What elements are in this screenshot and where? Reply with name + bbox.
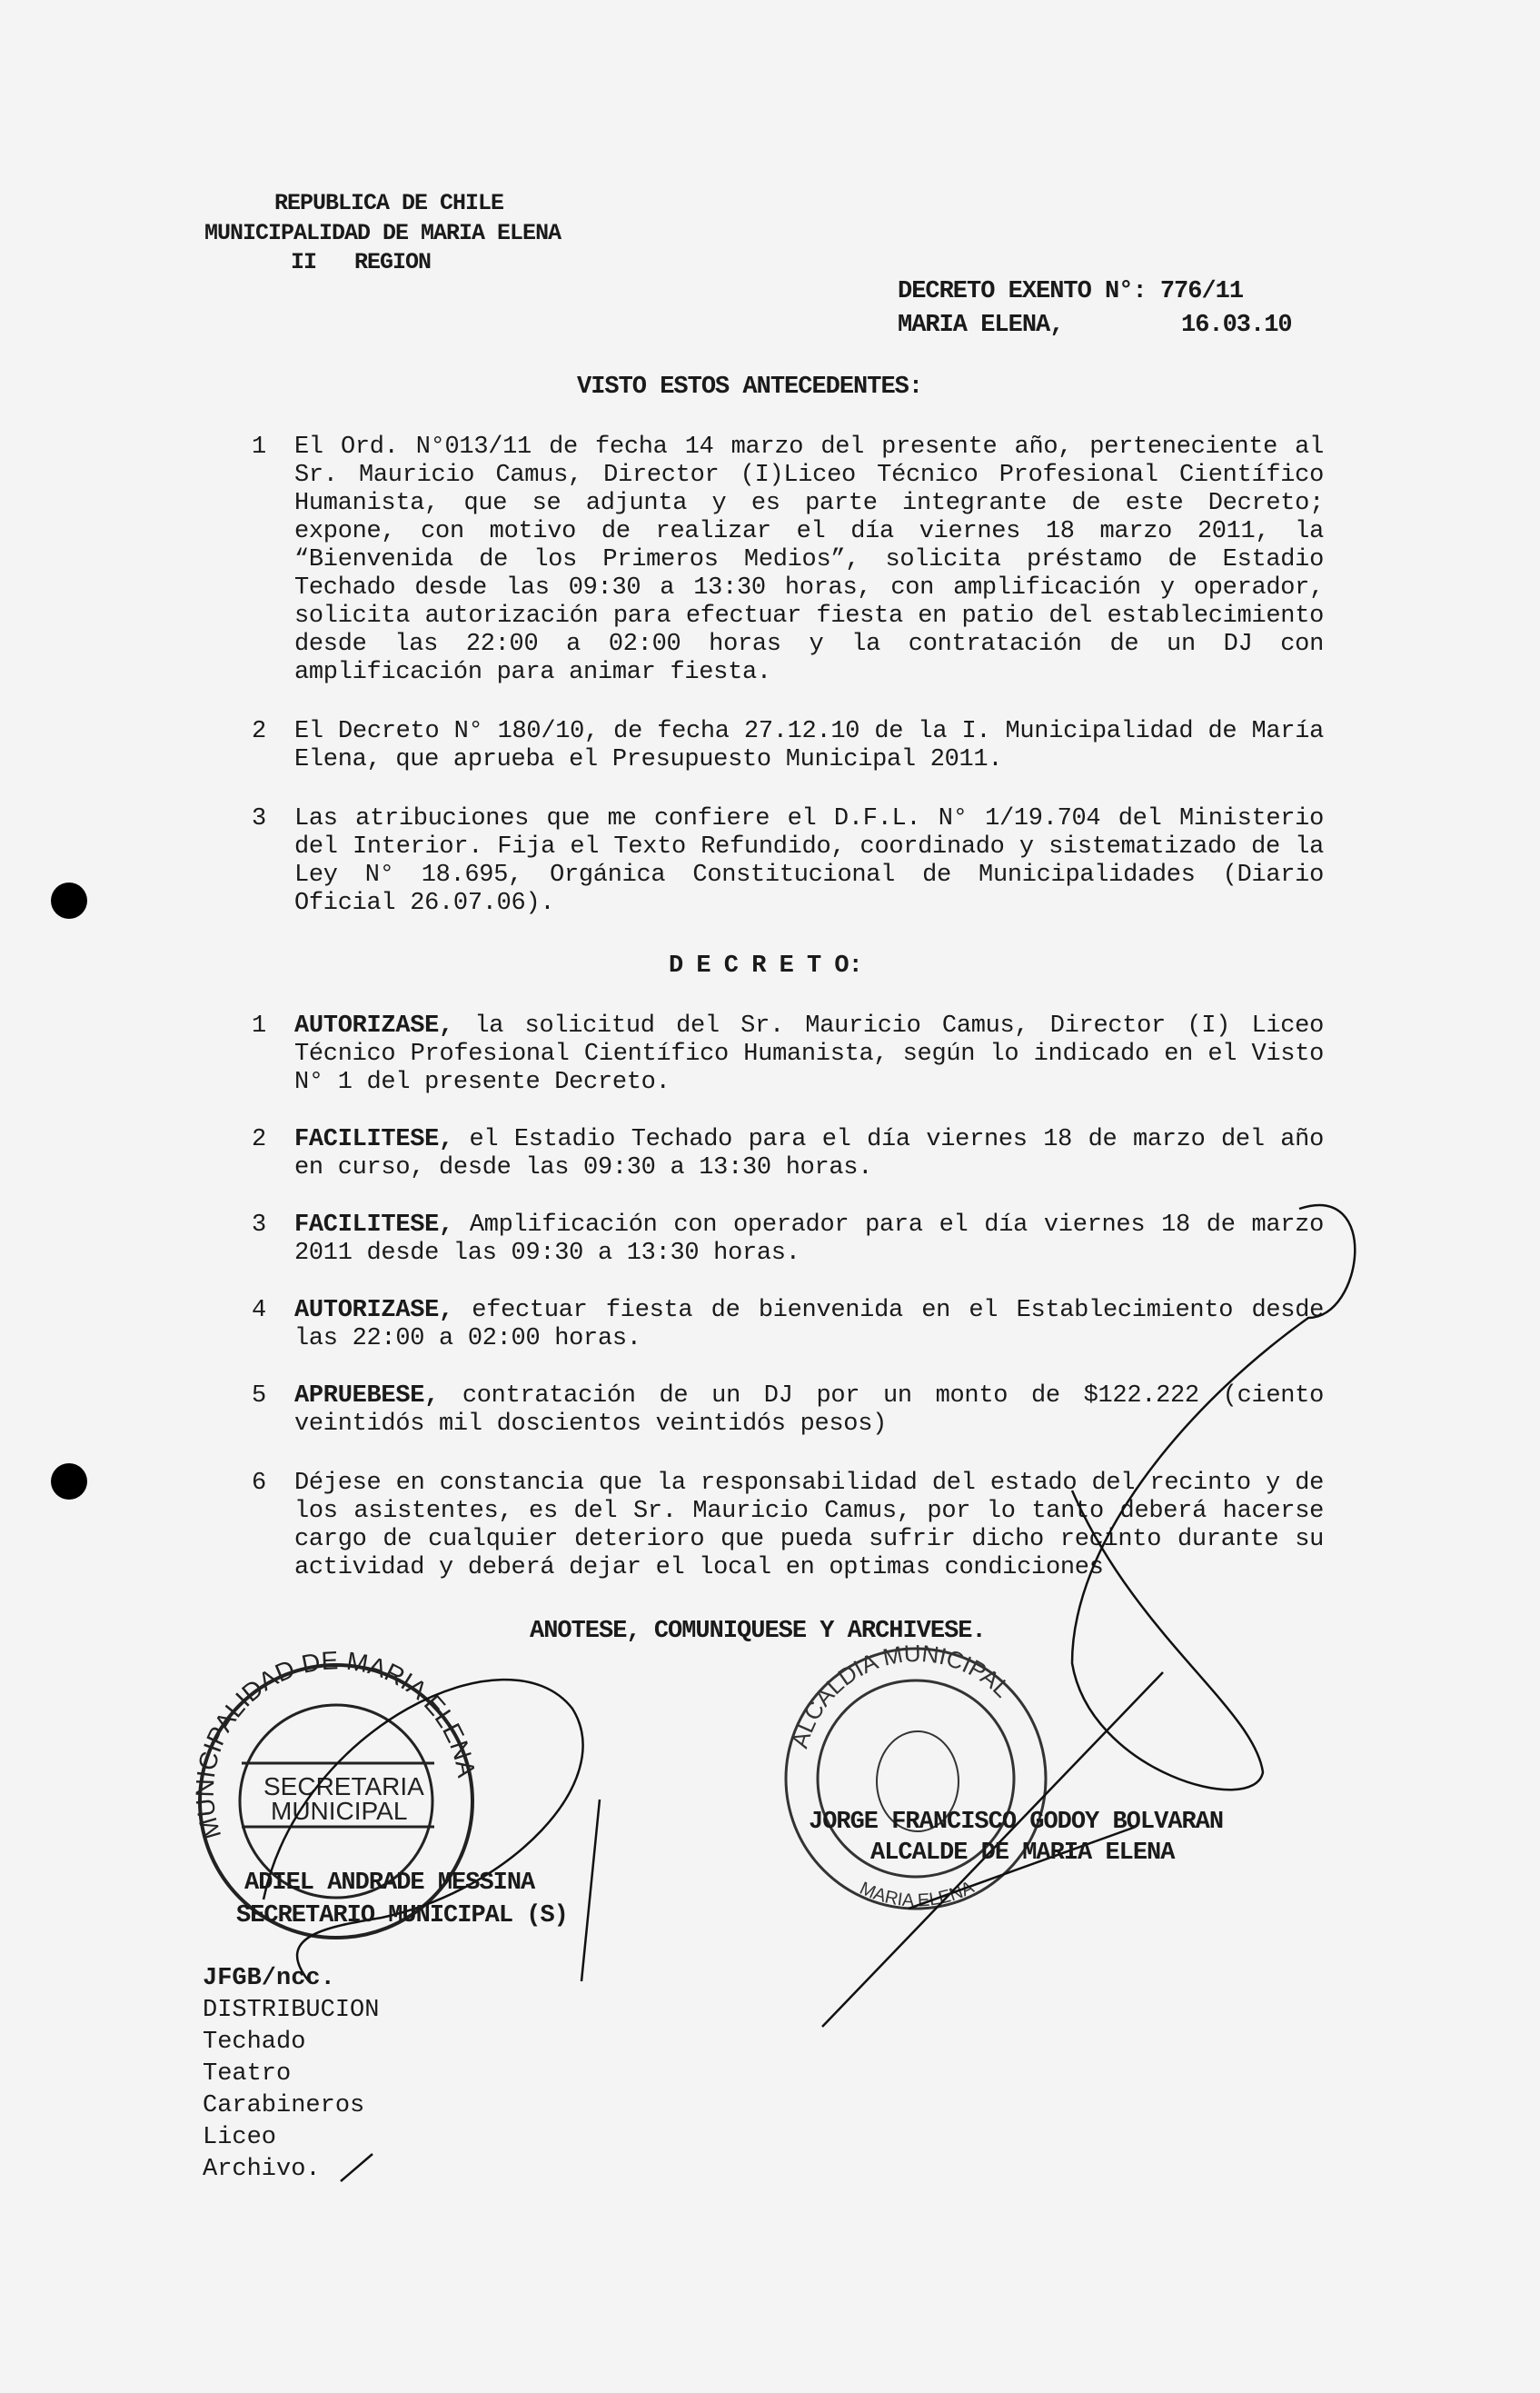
decree-place: MARIA ELENA,: [898, 312, 1064, 339]
distribution-title: DISTRIBUCION: [203, 1997, 380, 2024]
distribution-item: Teatro: [203, 2060, 292, 2088]
distribution-block: [203, 1963, 379, 2186]
distribution-item: Carabineros: [203, 2092, 365, 2119]
item-text: El Ord. N°013/11 de fecha 14 marzo del presente año, perteneciente al Sr. Mauricio Camus, Director (I)Liceo Técnico Profesional Científico Humanista, que se adjunta y es parte integrante de este Decreto; expone, con motivo de realizar el día viernes 18 marzo 2011, la “Bienvenida de los Primeros Medios”, solicita préstamo de Estadio Techado desde las 09:30 a 13:30 horas, con amplificación y operador, solicita autorización para efectuar fiesta en patio del establecimiento desde las 22:00 a 02:00 horas y la contratación de un DJ con amplificación para animar fiesta.: [294, 434, 1324, 686]
item-number: 1: [252, 434, 267, 461]
svg-text:ALCALDIA MUNICIPAL: ALCALDIA MUNICIPAL: [785, 1639, 1017, 1751]
item-number: 6: [252, 1470, 267, 1497]
region-heading: II REGION: [291, 249, 432, 275]
item-number: 3: [252, 805, 267, 833]
initials: JFGB/ncc.: [203, 1965, 335, 1992]
distribution-item: Techado: [203, 2029, 306, 2056]
alcaldia-stamp: [786, 1640, 1046, 1911]
svg-text:MUNICIPAL: MUNICIPAL: [271, 1797, 408, 1825]
svg-text:SECRETARIA: SECRETARIA: [263, 1772, 424, 1800]
closing-formula: ANOTESE, COMUNIQUESE Y ARCHIVESE.: [530, 1618, 986, 1645]
secretary-name: ADIEL ANDRADE MESSINA: [244, 1870, 535, 1897]
item-keyword: FACILITESE,: [294, 1126, 453, 1153]
item-text: efectuar fiesta de bienvenida en el Establecimiento desde las 22:00 a 02:00 horas.: [294, 1297, 1324, 1352]
item-text: el Estadio Techado para el día viernes 18 de marzo del año en curso, desde las 09:30 a 13:30 horas.: [294, 1126, 1324, 1182]
item-keyword: AUTORIZASE,: [294, 1297, 453, 1324]
mayor-name: JORGE FRANCISCO GODOY BOLVARAN: [809, 1809, 1224, 1836]
item-number: 4: [252, 1297, 267, 1324]
item-number: 2: [252, 718, 267, 745]
item-number: 2: [252, 1126, 267, 1153]
item-keyword: APRUEBESE,: [294, 1382, 440, 1410]
item-text: Déjese en constancia que la responsabilidad del estado del recinto y de los asistentes, es del Sr. Mauricio Camus, por lo tanto deberá hacerse cargo de cualquier deterioro que pueda sufrir dicho recinto durante su actividad y deberá dejar el local en optimas condiciones: [294, 1470, 1324, 1581]
item-text: contratación de un DJ por un monto de $122.222 (ciento veintidós mil doscientos veintidós pesos): [294, 1382, 1324, 1438]
republic-heading: REPUBLICA DE CHILE: [274, 190, 504, 216]
decree-number: DECRETO EXENTO N°: 776/11: [898, 278, 1244, 305]
item-keyword: FACILITESE,: [294, 1211, 453, 1239]
municipality-heading: MUNICIPALIDAD DE MARIA ELENA: [204, 220, 561, 246]
visto-title: VISTO ESTOS ANTECEDENTES:: [577, 374, 923, 401]
secretary-title: SECRETARIO MUNICIPAL (S): [236, 1902, 568, 1929]
item-keyword: AUTORIZASE,: [294, 1012, 453, 1040]
distribution-item: Liceo: [203, 2124, 277, 2151]
distribution-item: Archivo.: [203, 2156, 321, 2183]
item-text: Las atribuciones que me confiere el D.F.L. N° 1/19.704 del Ministerio del Interior. Fija el Texto Refundido, coordinado y sistematizado de la Ley N° 18.695, Orgánica Constitucional de Municipalidades (Diario Oficial 26.07.06).: [294, 805, 1324, 917]
decree-date: 16.03.10: [1181, 312, 1292, 339]
item-text: Amplificación con operador para el día viernes 18 de marzo 2011 desde las 09:30 a 13:30 horas.: [294, 1211, 1324, 1267]
item-number: 3: [252, 1211, 267, 1239]
item-text: la solicitud del Sr. Mauricio Camus, Director (I) Liceo Técnico Profesional Científico Humanista, según lo indicado en el Visto N° 1 del presente Decreto.: [294, 1012, 1324, 1096]
item-number: 1: [252, 1012, 267, 1040]
mayor-title: ALCALDE DE MARIA ELENA: [870, 1840, 1175, 1867]
svg-text:MARIA ELENA: MARIA ELENA: [856, 1877, 978, 1911]
svg-text:MUNICIPALIDAD DE MARIA ELENA: MUNICIPALIDAD DE MARIA ELENA: [190, 1646, 482, 1843]
decreto-title: D E C R E T O:: [669, 952, 862, 980]
item-number: 5: [252, 1382, 267, 1410]
item-text: El Decreto N° 180/10, de fecha 27.12.10 de la I. Municipalidad de María Elena, que aprueba el Presupuesto Municipal 2011.: [294, 718, 1324, 773]
